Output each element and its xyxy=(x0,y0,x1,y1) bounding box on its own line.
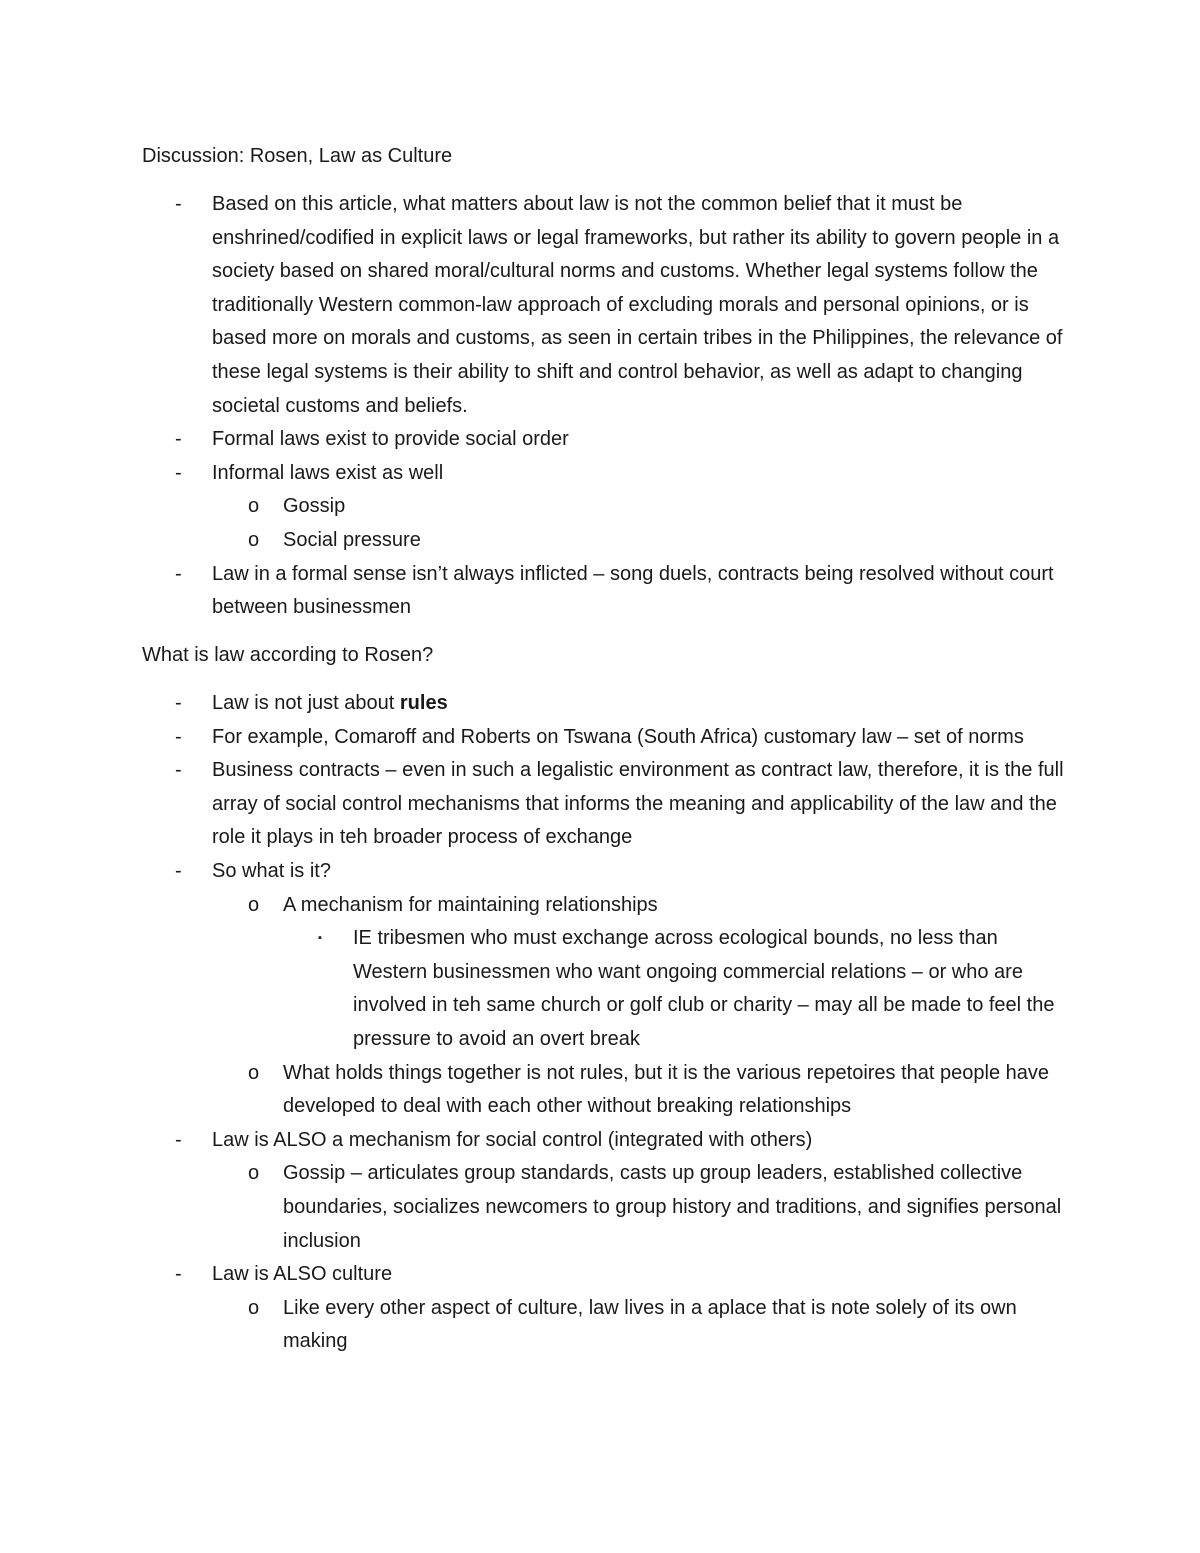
dash-bullet-icon: - xyxy=(175,692,182,714)
list-item xyxy=(0,1292,1070,1359)
list-item-text: Business contracts – even in such a legalistic environment as contract law, therefore, it is the full array of social control mechanisms that informs the meaning and applicability of the law and the role it plays in teh broader process of exchange xyxy=(212,759,1064,849)
list-item-text: Gossip – articulates group standards, casts up group leaders, established collective boundaries, socializes newcomers to group history and traditions, and signifies personal inclusion xyxy=(283,1162,1062,1252)
list-item xyxy=(0,423,1070,457)
square-bullet-icon: ▪ xyxy=(318,932,322,945)
section-heading-discussion: Discussion: Rosen, Law as Culture xyxy=(142,145,453,167)
list-item-text: Law is ALSO a mechanism for social control (integrated with others) xyxy=(212,1128,813,1151)
list-item-text: Like every other aspect of culture, law lives in a aplace that is note solely of its own making xyxy=(283,1296,1017,1353)
list-item xyxy=(0,1258,1070,1292)
circle-bullet-icon: o xyxy=(248,893,260,916)
dash-bullet-icon: - xyxy=(175,859,182,882)
list-item xyxy=(0,687,1070,721)
dash-bullet-icon: - xyxy=(175,1263,182,1286)
what-is-law-list xyxy=(0,687,1200,1359)
list-item-text: Law in a formal sense isn’t always inflicted – song duels, contracts being resolved without court between businessmen xyxy=(212,562,1054,619)
dash-bullet-icon: - xyxy=(175,562,182,585)
list-item xyxy=(0,754,1070,855)
list-item xyxy=(0,855,1070,889)
list-item xyxy=(0,524,1070,558)
list-item-text: Gossip xyxy=(283,495,346,518)
list-item-text: What holds things together is not rules, but it is the various repetoires that people have developed to deal with each other without breaking relationships xyxy=(283,1061,1049,1118)
list-item-text: Informal laws exist as well xyxy=(212,461,444,484)
list-item xyxy=(0,1157,1070,1258)
dash-bullet-icon: - xyxy=(175,725,182,748)
list-item xyxy=(0,188,1070,423)
circle-bullet-icon: o xyxy=(248,1296,260,1319)
dash-bullet-icon: - xyxy=(175,461,182,484)
dash-bullet-icon: - xyxy=(175,1128,182,1151)
list-item-text: Formal laws exist to provide social order xyxy=(212,428,569,451)
dash-bullet-icon: - xyxy=(175,193,182,215)
list-item-text: Based on this article, what matters about law is not the common belief that it must be enshrined/codified in explicit laws or legal frameworks, but rather its ability to govern people in a society based on shared moral/cultural norms and customs. Whether legal systems follow the traditionally Western common-law approach of excluding morals and personal opinions, or is based more on morals and customs, as seen in certain tribes in the Philippines, the relevance of these legal systems is their ability to shift and control behavior, as well as adapt to changing societal customs and beliefs. xyxy=(212,193,1063,417)
circle-bullet-icon: o xyxy=(248,495,260,518)
circle-bullet-icon: o xyxy=(248,1061,260,1084)
list-item xyxy=(0,721,1070,755)
list-item-text xyxy=(212,687,1070,721)
list-item-text-plain: Law is not just about xyxy=(212,692,400,714)
list-item-text: For example, Comaroff and Roberts on Tswana (South Africa) customary law – set of norms xyxy=(212,725,1024,748)
dash-bullet-icon: - xyxy=(175,428,182,451)
list-item xyxy=(0,457,1070,491)
list-item-text: Law is ALSO culture xyxy=(212,1263,393,1286)
list-item xyxy=(0,889,1070,923)
section-heading-what-is-law: What is law according to Rosen? xyxy=(142,644,434,666)
list-item xyxy=(0,1057,1070,1124)
discussion-list xyxy=(0,188,1200,625)
list-item-text: Social pressure xyxy=(283,528,421,551)
list-item-text: IE tribesmen who must exchange across ecological bounds, no less than Western businessmen who want ongoing commercial relations – or who are involved in teh same church or golf club or charity – may all be made to feel the pressure to avoid an overt break xyxy=(353,927,1055,1050)
list-item xyxy=(0,922,1070,1056)
list-item-text-bold: rules xyxy=(399,692,448,714)
dash-bullet-icon: - xyxy=(175,759,182,782)
list-item xyxy=(0,558,1070,625)
list-item xyxy=(0,490,1070,524)
list-item-text: So what is it? xyxy=(212,859,331,882)
list-item xyxy=(0,1124,1070,1158)
circle-bullet-icon: o xyxy=(248,528,260,551)
list-item-text: A mechanism for maintaining relationships xyxy=(283,893,658,916)
circle-bullet-icon: o xyxy=(248,1162,260,1185)
